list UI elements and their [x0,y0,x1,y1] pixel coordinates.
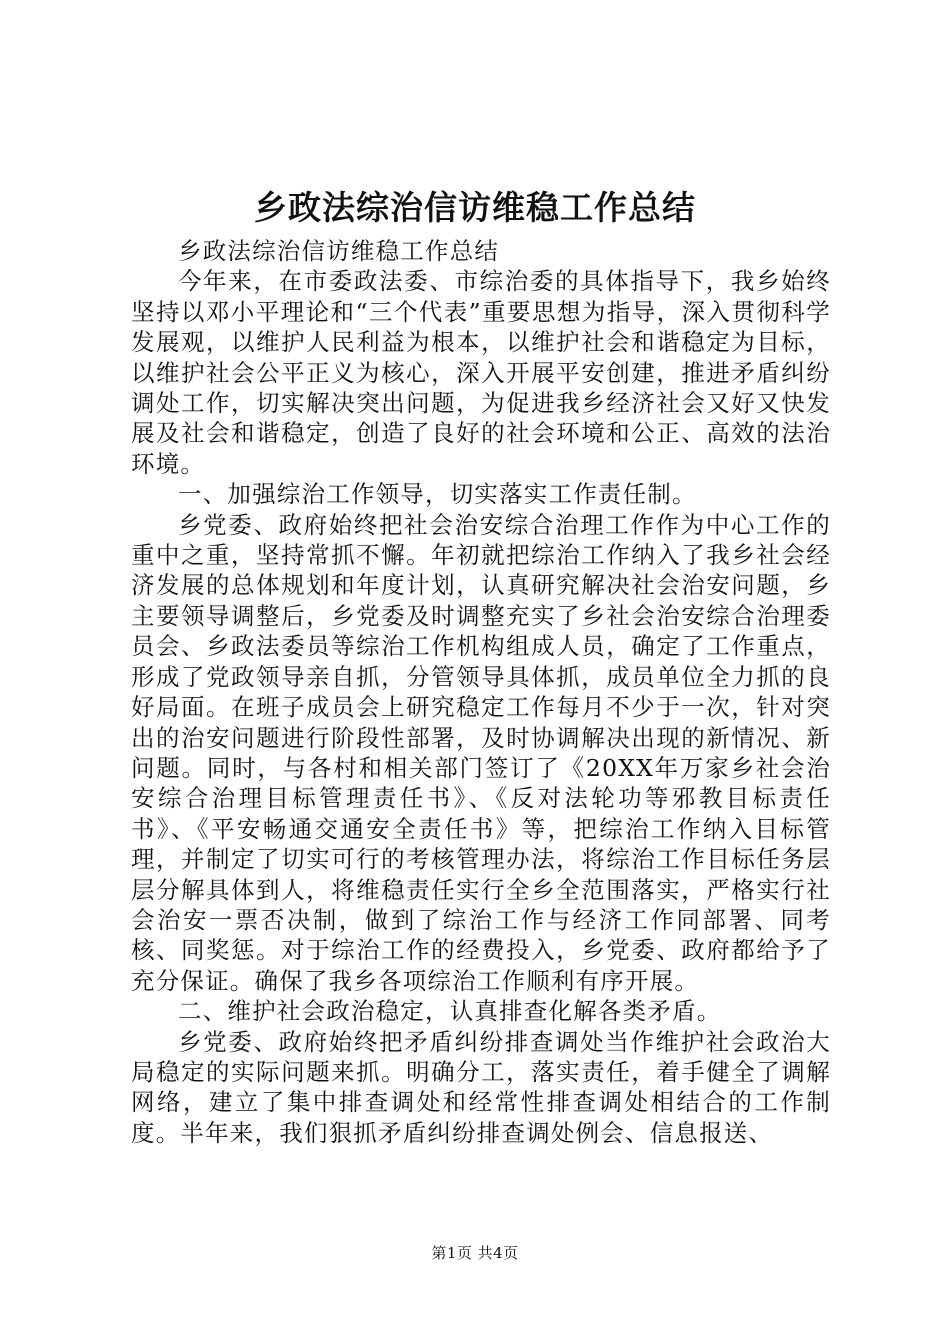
page-number: 第1页 共4页 [431,1244,519,1262]
paragraph-intro: 今年来，在市委政法委、市综治委的具体指导下，我乡始终坚持以邓小平理论和“三个代表”重要思想为指导，深入贯彻科学发展观，以维护人民利益为根本，以维护社会和谐稳定为目标，以维护社会公平正义为核心，深入开展平安创建，推进矛盾纠纷调处工作，切实解决突出问题，为促进我乡经济社会又好又快发展及社会和谐稳定，创造了良好的社会环境和公正、高效的法治环境。 [131,267,831,478]
paragraph-section-1: 乡党委、政府始终把社会治安综合治理工作作为中心工作的重中之重，坚持常抓不懈。年初就把综治工作纳入了我乡社会经济发展的总体规划和年度计划，认真研究解决社会治安问题，乡主要领导调整后，乡党委及时调整充实了乡社会治安综合治理委员会、乡政法委员等综治工作机构组成人员，确定了工作重点，形成了党政领导亲自抓，分管领导具体抓，成员单位全力抓的良好局面。在班子成员会上研究稳定工作每月不少于一次，针对突出的治安问题进行阶段性部署，及时协调解决出现的新情况、新问题。同时，与各村和相关部门签订了《20XX年万家乡社会治安综合治理目标管理责任书》、《反对法轮功等邪教目标责任书》、《平安畅通交通安全责任书》等，把综治工作纳入目标管理，并制定了切实可行的考核管理办法，将综治工作目标任务层层分解具体到人，将维稳责任实行全乡全范围落实，严格实行社会治安一票否决制，做到了综治工作与经济工作同部署、同考核、同奖惩。对于综治工作的经费投入，乡党委、政府都给予了充分保证。确保了我乡各项综治工作顺利有序开展。 [131,510,831,995]
section-heading-1: 一、加强综治工作领导，切实落实工作责任制。 [178,480,697,509]
document-body [131,236,831,1148]
section-heading-2: 二、维护社会政治稳定，认真排查化解各类矛盾。 [178,997,722,1026]
paragraph-section-2: 乡党委、政府始终把矛盾纠纷排查调处当作维护社会政治大局稳定的实际问题来抓。明确分工，落实责任，着手健全了调解网络，建立了集中排查调处和经常性排查调处相结合的工作制度。半年来，我们狠抓矛盾纠纷排查调处例会、信息报送、 [131,1027,831,1147]
paragraph-subtitle: 乡政法综治信访维稳工作总结 [178,237,500,265]
document-title: 乡政法综治信访维稳工作总结 [254,188,696,227]
